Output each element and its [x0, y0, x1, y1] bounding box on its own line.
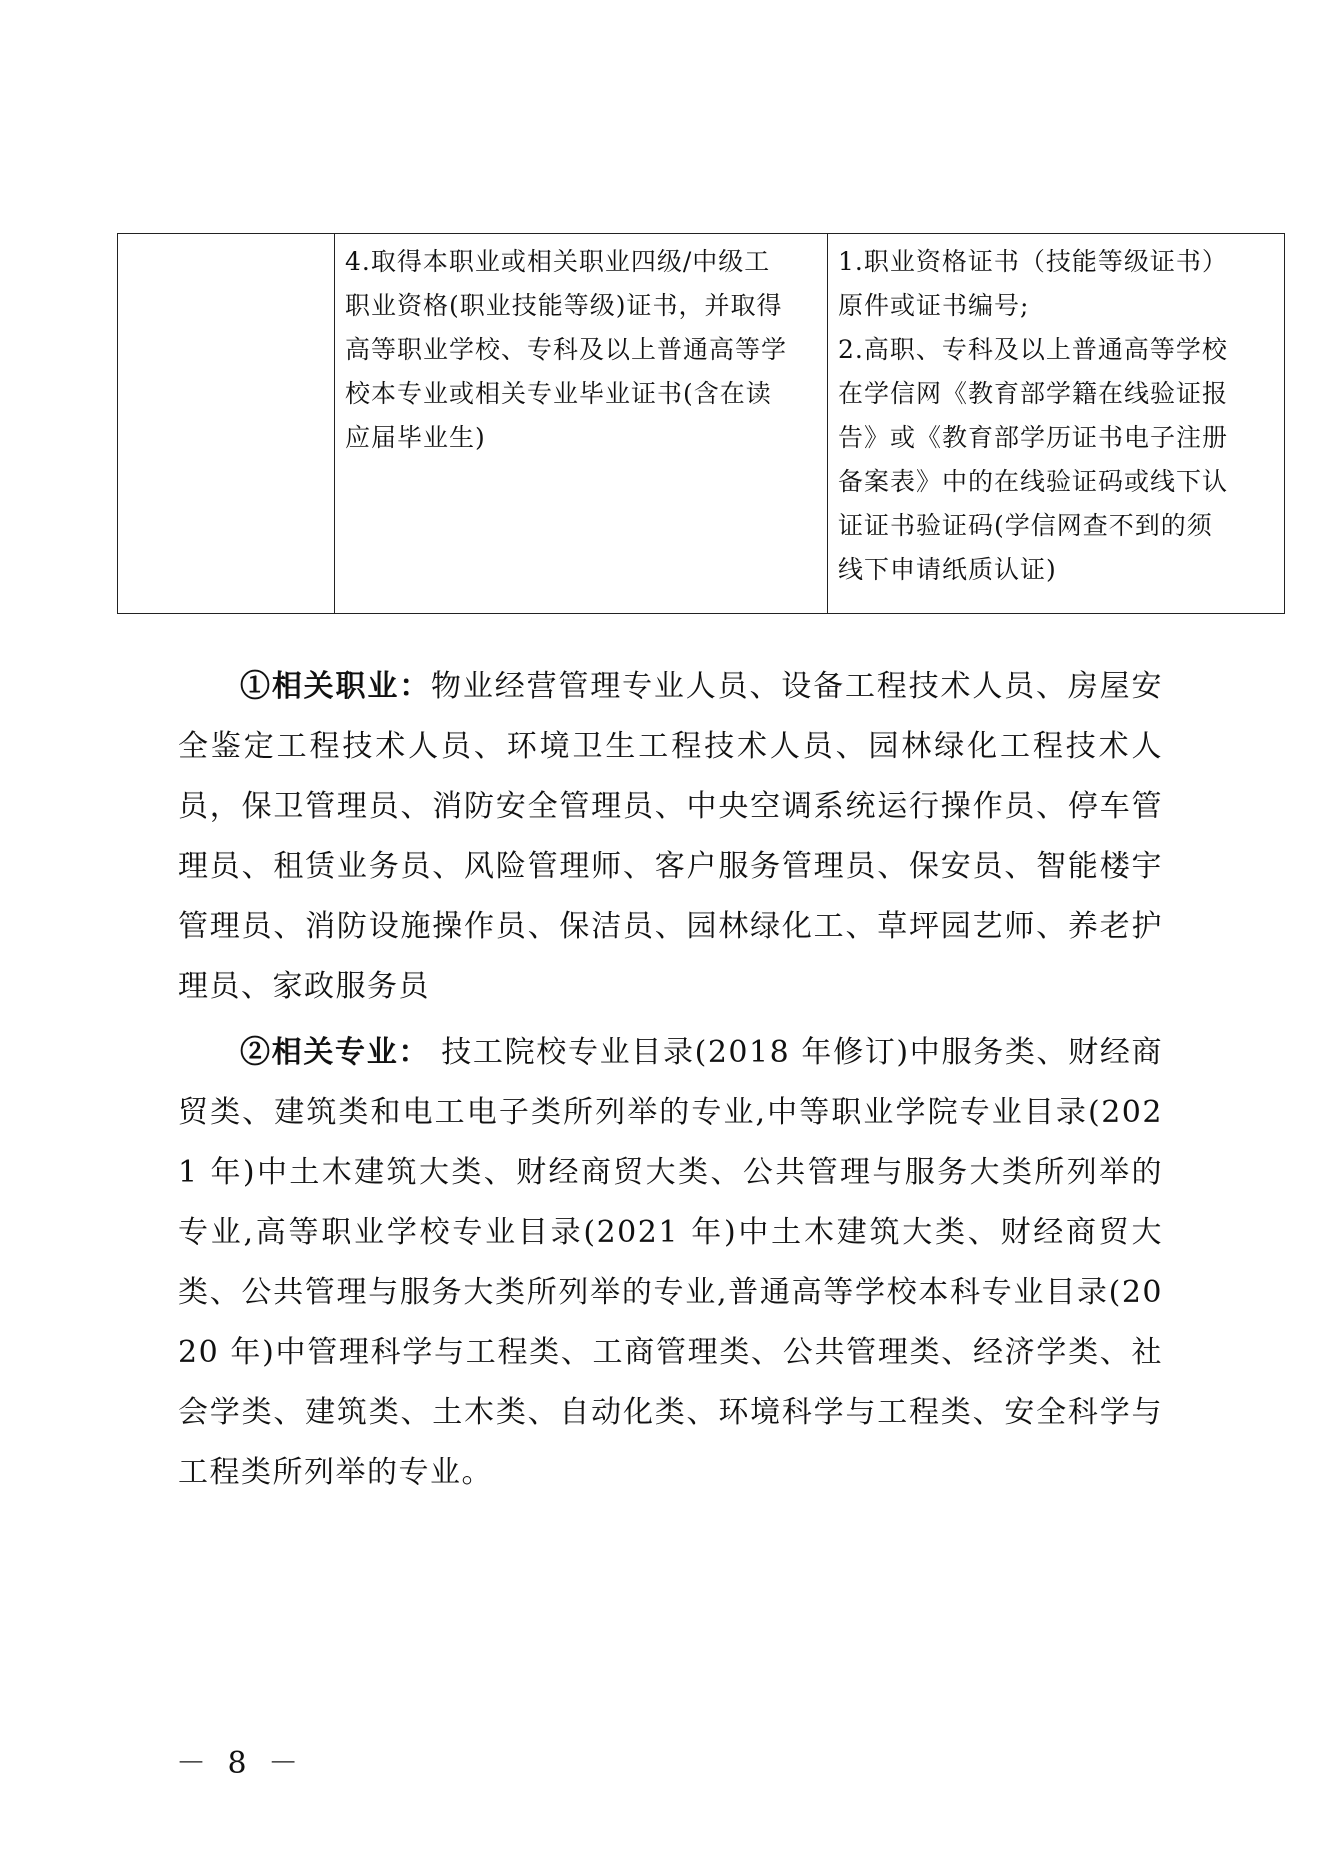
- condition-line: 4.取得本职业或相关职业四级/中级工: [345, 247, 771, 276]
- related-majors-text: 技工院校专业目录(2018 年修订)中服务类、财经商贸类、建筑类和电工电子类所列举的专业,中等职业学院专业目录(2021 年)中土木建筑大类、财经商贸大类、公共管理与服务大类所列举的专业,高等职业学校专业目录(2021 年)中土木建筑大类、财经商贸大类、公共管理与服务大类所列举的专业,普通高等学校本科专业目录(2020 年)中管理科学与工程类、工商管理类、公共管理类、经济学类、社会学类、建筑类、土木类、自动化类、环境科学与工程类、安全科学与工程类所列举的专业。: [178, 1035, 1164, 1490]
- related-majors-label: ②相关专业：: [240, 1035, 431, 1070]
- requirements-table: [117, 233, 1285, 614]
- condition-line: 应届毕业生): [345, 423, 486, 452]
- materials-line: 备案表》中的在线验证码或线下认: [838, 467, 1229, 496]
- related-occupations-text: 物业经营管理专业人员、设备工程技术人员、房屋安全鉴定工程技术人员、环境卫生工程技术人员、园林绿化工程技术人员，保卫管理员、消防安全管理员、中央空调系统运行操作员、停车管理员、租赁业务员、风险管理师、客户服务管理员、保安员、智能楼宇管理员、消防设施操作员、保洁员、园林绿化工、草坪园艺师、养老护理员、家政服务员: [178, 669, 1164, 1004]
- condition-line: 校本专业或相关专业毕业证书(含在读: [345, 379, 772, 408]
- condition-line: 职业资格(职业技能等级)证书，并取得: [345, 291, 783, 320]
- materials-line: 告》或《教育部学历证书电子注册: [838, 423, 1229, 452]
- related-occupations-label: ①相关职业：: [240, 669, 432, 704]
- materials-line: 线下申请纸质认证): [838, 555, 1057, 584]
- table-cell-materials: [828, 234, 1285, 614]
- condition-line: 高等职业学校、专科及以上普通高等学: [345, 335, 788, 364]
- materials-line: 2.高职、专科及以上普通高等学校: [838, 335, 1228, 364]
- table-row: [118, 234, 1285, 614]
- related-occupations-paragraph: [178, 657, 1163, 1017]
- page-number: － 8 －: [176, 1746, 305, 1781]
- materials-line: 在学信网《教育部学籍在线验证报: [838, 379, 1229, 408]
- materials-line: 1.职业资格证书（技能等级证书）: [838, 247, 1228, 276]
- materials-line: 证证书验证码(学信网查不到的须: [838, 511, 1213, 540]
- materials-line: 原件或证书编号;: [838, 291, 1030, 320]
- table-cell-condition: [335, 234, 828, 614]
- related-majors-paragraph: [178, 1023, 1163, 1503]
- table-cell-empty: [118, 234, 335, 614]
